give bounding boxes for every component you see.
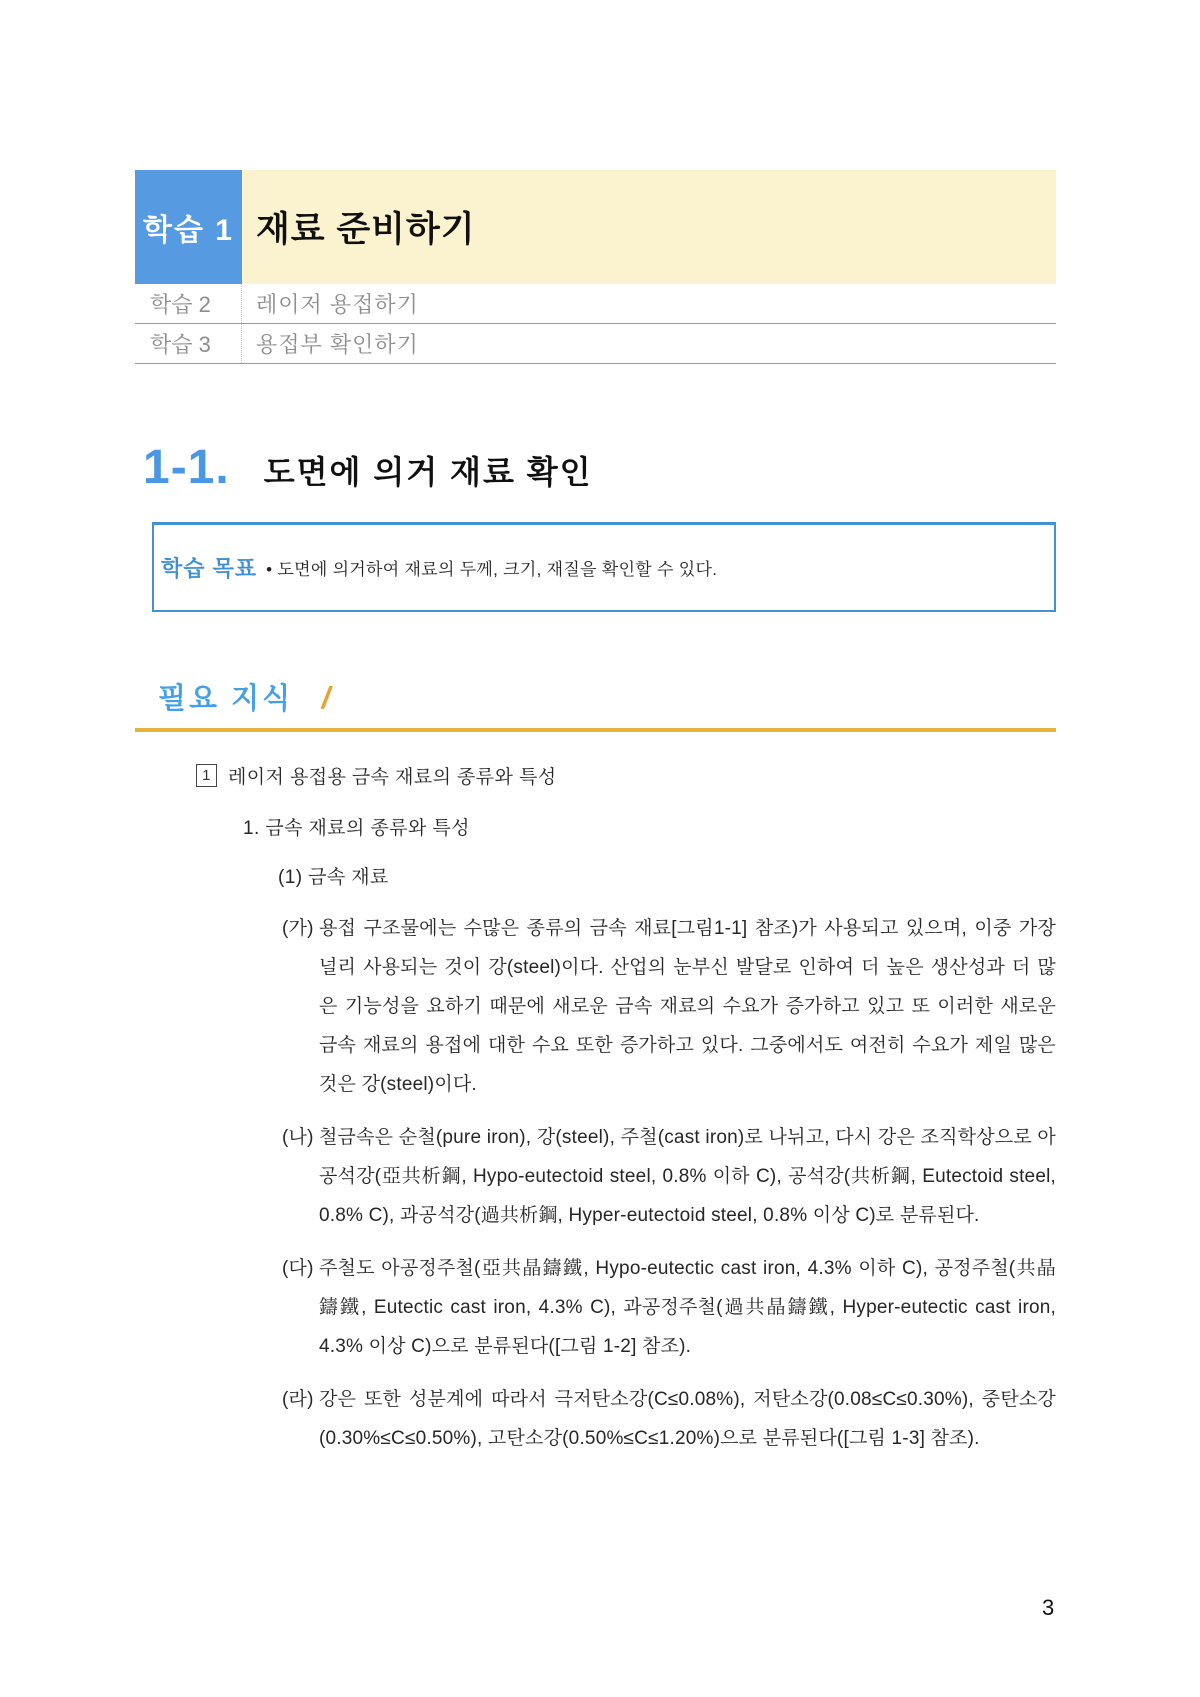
- lesson-1-tab: 학습 1: [135, 170, 242, 284]
- paragraph-ra-text: 강은 또한 성분계에 따라서 극저탄소강(C≤0.08%), 저탄소강(0.08≤C≤0.30%), 중탄소강(0.30%≤C≤0.50%), 고탄소강(0.50%≤C≤1.20%)으로 분류된다([그림 1-3] 참조).: [319, 1389, 1056, 1449]
- lesson-3-title: 용접부 확인하기: [256, 332, 419, 357]
- lesson-1-title-banner: [242, 170, 1056, 284]
- paragraph-da-marker: (다): [282, 1258, 314, 1279]
- lesson-3-label: 학습 3: [135, 324, 242, 363]
- lesson-2-row: [135, 284, 1056, 324]
- paragraph-da: [282, 1249, 1056, 1366]
- paragraph-ga-marker: (가): [282, 918, 314, 939]
- objective-label: 학습 목표: [161, 556, 258, 581]
- topic-title: 레이저 용접용 금속 재료의 종류와 특성: [228, 767, 557, 788]
- lesson-1-row: [135, 170, 1056, 284]
- paragraph-ga: [282, 909, 1056, 1104]
- paragraph-na-marker: (나): [282, 1127, 314, 1148]
- knowledge-heading: 필요 지식: [158, 683, 294, 715]
- page-number: 3: [1042, 1595, 1055, 1620]
- objective-text: • 도면에 의거하여 재료의 두께, 크기, 재질을 확인할 수 있다.: [266, 560, 718, 579]
- topic-line: [196, 762, 1056, 789]
- slash-mark: /: [321, 680, 331, 715]
- lesson-1-title: 재료 준비하기: [256, 210, 476, 249]
- subsection-1: 1. 금속 재료의 종류와 특성: [243, 818, 470, 839]
- objective-box: [152, 522, 1056, 612]
- section-title: 도면에 의거 재료 확인: [263, 454, 593, 490]
- lesson-nav: [135, 0, 1056, 364]
- subsection-2: (1) 금속 재료: [278, 867, 389, 888]
- body-content: [135, 762, 1056, 1458]
- paragraph-ga-text: 용접 구조물에는 수많은 종류의 금속 재료[그림1-1] 참조)가 사용되고 있으며, 이중 가장 널리 사용되는 것이 강(steel)이다. 산업의 눈부신 발달로 인하여 더 높은 생산성과 더 많은 기능성을 요하기 때문에 새로운 금속 재료의 수요가 증가하고 있고 또 이러한 새로운 금속 재료의 용접에 대한 수요 또한 증가하고 있다. 그중에서도 여전히 수요가 제일 많은 것은 강(steel)이다.: [319, 918, 1056, 1095]
- boxed-number-icon: 1: [196, 764, 217, 787]
- paragraph-da-text: 주철도 아공정주철(亞共晶鑄鐵, Hypo-eutectic cast iron, 4.3% 이하 C), 공정주철(共晶鑄鐵, Eutectic cast iron, 4.3% C), 과공정주철(過共晶鑄鐵, Hyper-eutectic cast iron, 4.3% 이상 C)으로 분류된다([그림 1-2] 참조).: [319, 1258, 1056, 1357]
- lesson-2-title: 레이저 용접하기: [256, 292, 419, 317]
- paragraph-ra-marker: (라): [282, 1389, 314, 1410]
- section-number: 1-1.: [143, 441, 230, 494]
- lesson-2-label: 학습 2: [135, 284, 242, 323]
- paragraph-ra: [282, 1380, 1056, 1458]
- paragraph-na-text: 철금속은 순철(pure iron), 강(steel), 주철(cast iron)로 나뉘고, 다시 강은 조직학상으로 아공석강(亞共析鋼, Hypo-eutectoid steel, 0.8% 이하 C), 공석강(共析鋼, Eutectoid steel, 0.8% C), 과공석강(過共析鋼, Hyper-eutectoid steel, 0.8% 이상 C)로 분류된다.: [319, 1127, 1056, 1226]
- section-heading: [135, 440, 1056, 495]
- lesson-3-row: [135, 324, 1056, 364]
- paragraph-na: [282, 1118, 1056, 1235]
- knowledge-heading-bar: [135, 676, 1056, 732]
